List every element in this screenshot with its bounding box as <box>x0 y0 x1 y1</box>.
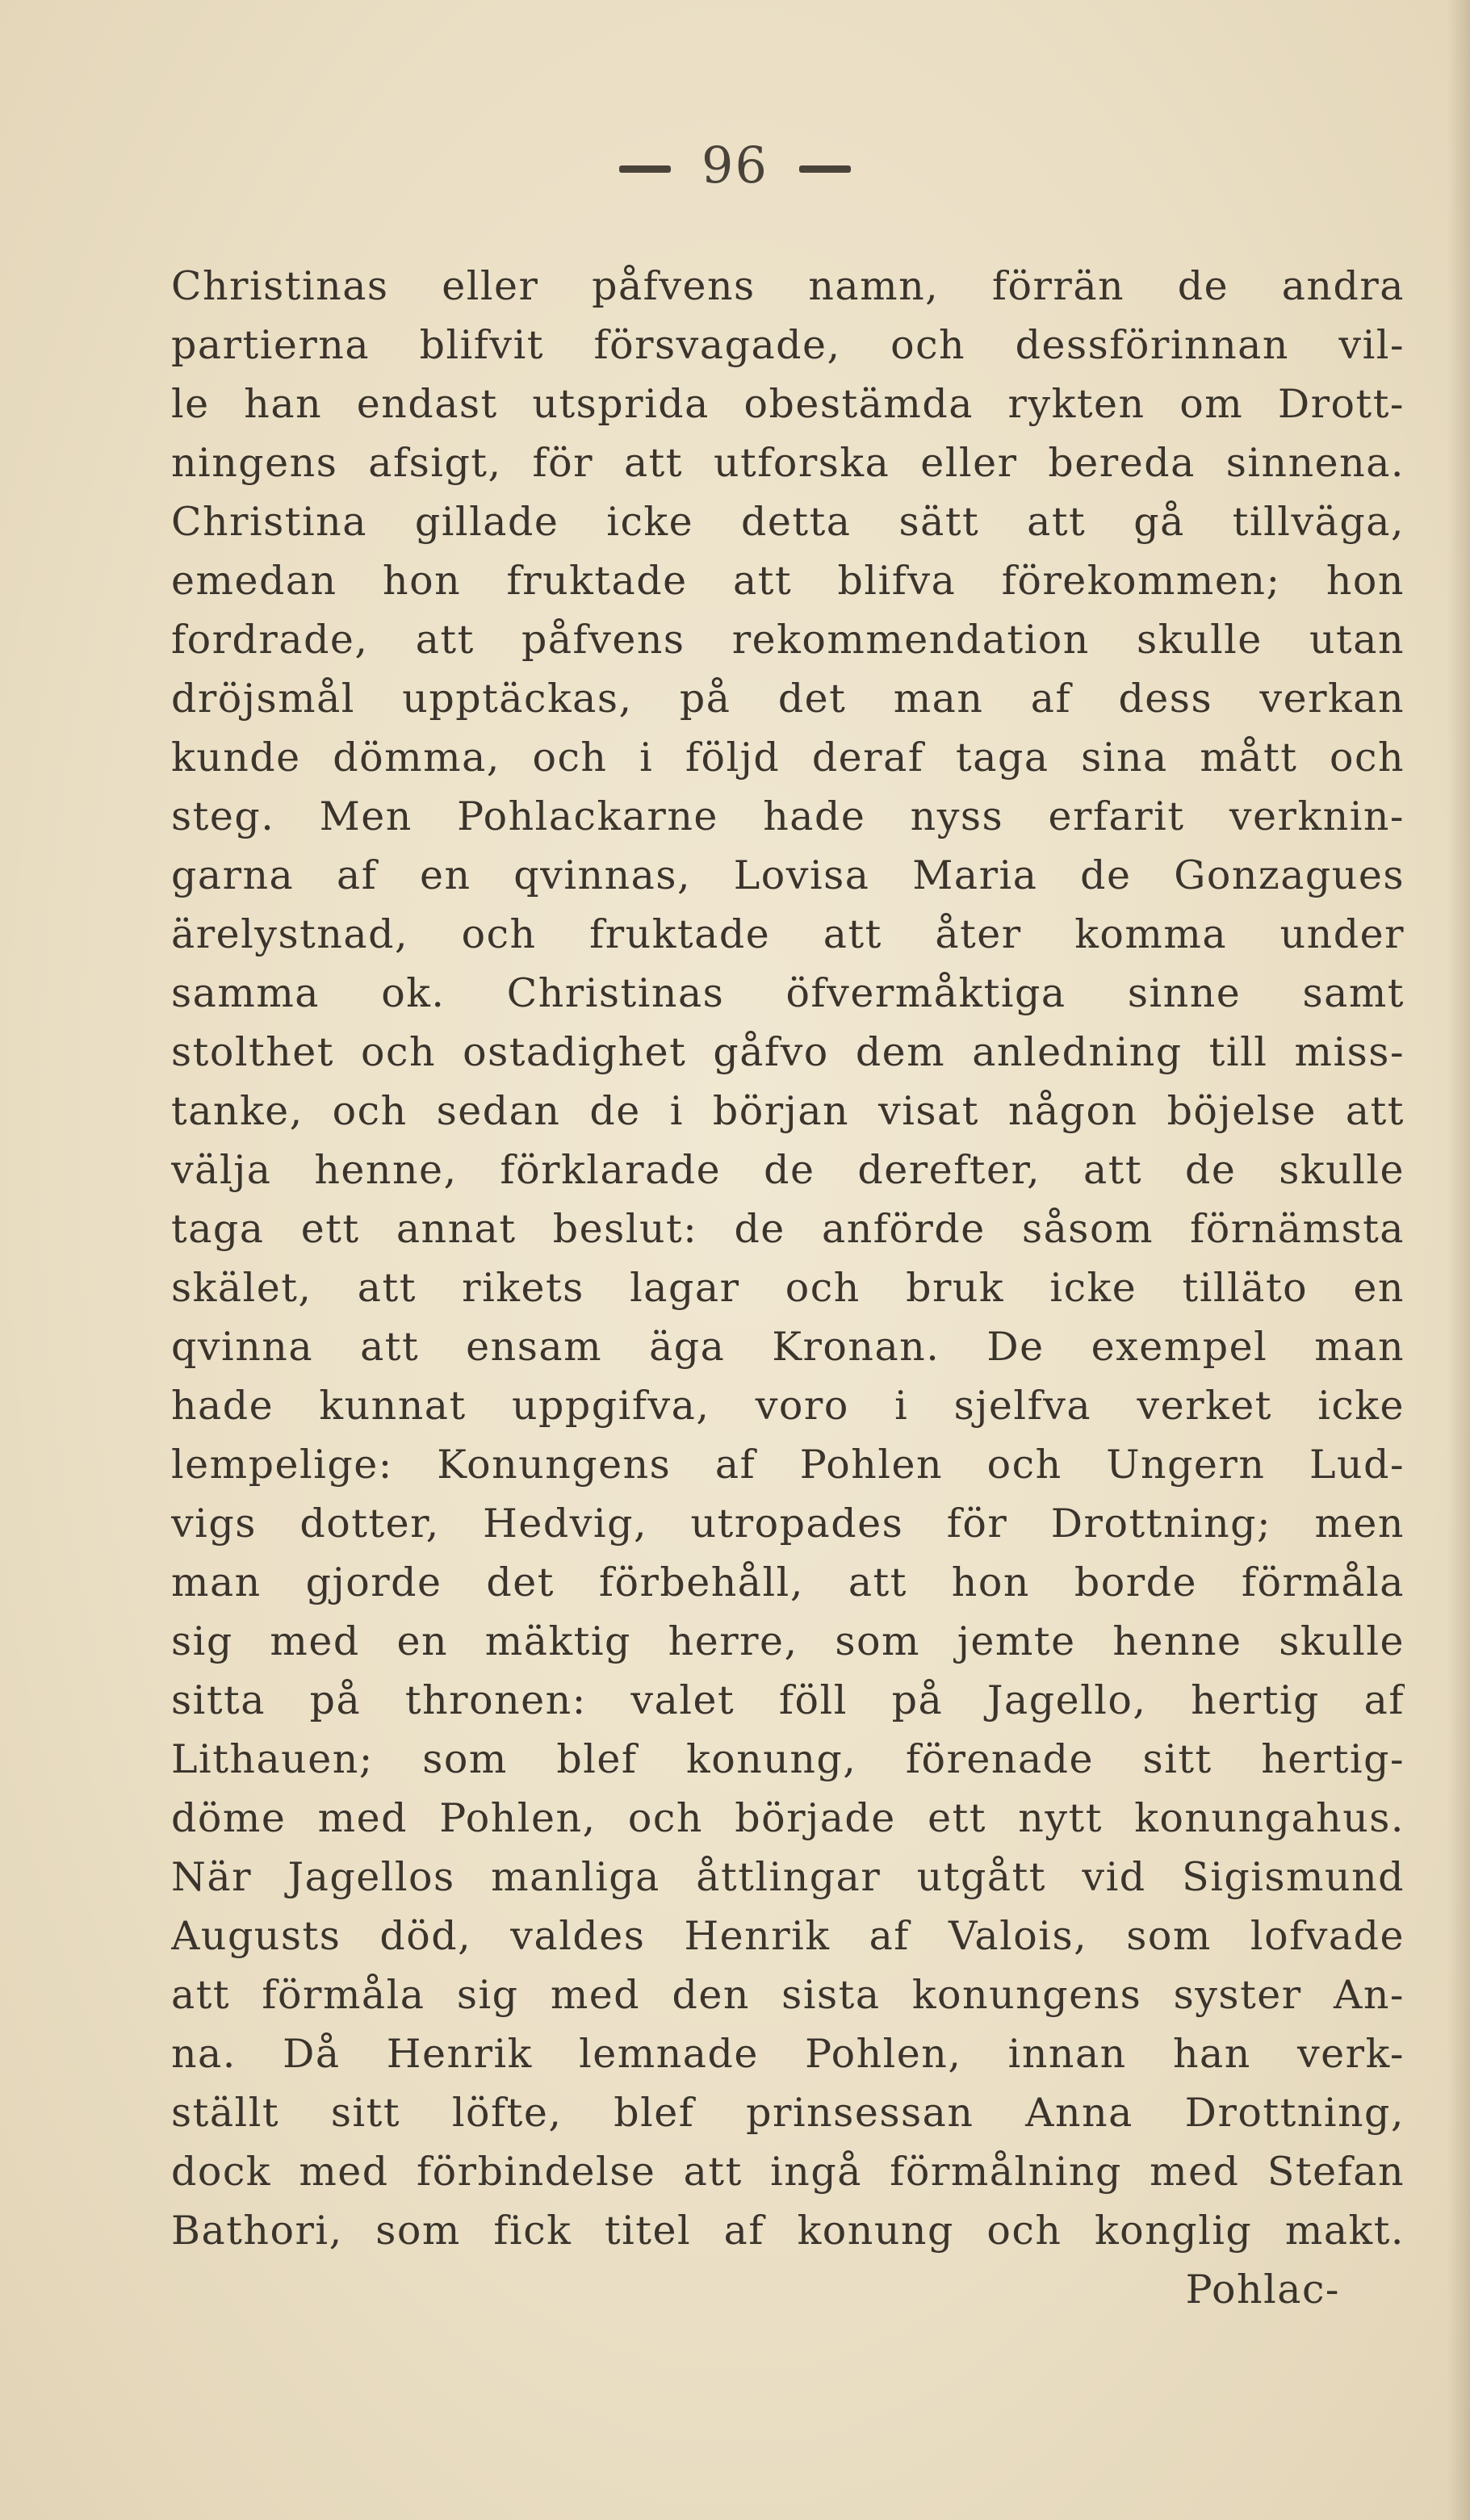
catchword: Pohlac- <box>1185 2267 1340 2313</box>
text-line: skälet, att rikets lagar och bruk icke tilläto en <box>171 1265 1405 1311</box>
text-line: ningens afsigt, för att utforska eller bereda sinnena. <box>171 440 1405 486</box>
text-line: emedan hon fruktade att blifva förekommen; hon <box>171 558 1405 604</box>
text-line: fordrade, att påfvens rekommendation skulle utan <box>171 617 1405 663</box>
text-line: tanke, och sedan de i början visat någon böjelse att <box>171 1088 1405 1134</box>
text-line: lempelige: Konungens af Pohlen och Ungern Lud- <box>171 1442 1405 1488</box>
text-line: stolthet och ostadighet gåfvo dem anledning till miss- <box>171 1029 1405 1075</box>
text-line: man gjorde det förbehåll, att hon borde förmåla <box>171 1559 1405 1605</box>
page-edge-shadow <box>1447 0 1470 2520</box>
text-line: vigs dotter, Hedvig, utropades för Drottning; men <box>171 1501 1405 1547</box>
header-dash-right <box>799 165 851 173</box>
text-line: kunde dömma, och i följd deraf taga sina mått och <box>171 735 1405 781</box>
text-line: Augusts död, valdes Henrik af Valois, som lofvade <box>171 1913 1405 1959</box>
text-line: dock med förbindelse att ingå förmålning med Stefan <box>171 2149 1405 2195</box>
text-line: qvinna att ensam äga Kronan. De exempel man <box>171 1324 1405 1370</box>
text-line: Lithauen; som blef konung, förenade sitt hertig- <box>171 1736 1405 1782</box>
text-line: ärelystnad, och fruktade att åter komma under <box>171 911 1405 957</box>
page-number: 96 <box>701 136 769 195</box>
page-header <box>0 136 1470 195</box>
text-line: taga ett annat beslut: de anförde såsom förnämsta <box>171 1206 1405 1252</box>
text-line: När Jagellos manliga åttlingar utgått vid Sigismund <box>171 1854 1405 1900</box>
text-line: Christinas eller påfvens namn, förrän de andra <box>171 263 1405 309</box>
text-line: steg. Men Pohlackarne hade nyss erfarit verknin- <box>171 793 1405 839</box>
header-dash-left <box>619 165 671 173</box>
text-line: Bathori, som fick titel af konung och konglig makt. <box>171 2208 1405 2254</box>
text-line: sitta på thronen: valet föll på Jagello, hertig af <box>171 1677 1405 1723</box>
text-line: att förmåla sig med den sista konungens syster An- <box>171 1972 1405 2018</box>
text-line: döme med Pohlen, och började ett nytt konungahus. <box>171 1795 1405 1841</box>
text-line: partierna blifvit försvagade, och dessförinnan vil- <box>171 322 1405 368</box>
text-line: Christina gillade icke detta sätt att gå tillväga, <box>171 499 1405 545</box>
text-line: ställt sitt löfte, blef prinsessan Anna Drottning, <box>171 2090 1405 2136</box>
body-text <box>171 257 1405 2319</box>
text-line: hade kunnat uppgifva, voro i sjelfva verket icke <box>171 1383 1405 1429</box>
text-line: le han endast utsprida obestämda rykten om Drott- <box>171 381 1405 427</box>
text-line: samma ok. Christinas öfvermåktiga sinne samt <box>171 970 1405 1016</box>
text-line: sig med en mäktig herre, som jemte henne skulle <box>171 1618 1405 1664</box>
text-line: välja henne, förklarade de derefter, att de skulle <box>171 1147 1405 1193</box>
text-line: na. Då Henrik lemnade Pohlen, innan han verk- <box>171 2031 1405 2077</box>
text-line: dröjsmål upptäckas, på det man af dess verkan <box>171 676 1405 722</box>
text-line: garna af en qvinnas, Lovisa Maria de Gonzagues <box>171 852 1405 898</box>
